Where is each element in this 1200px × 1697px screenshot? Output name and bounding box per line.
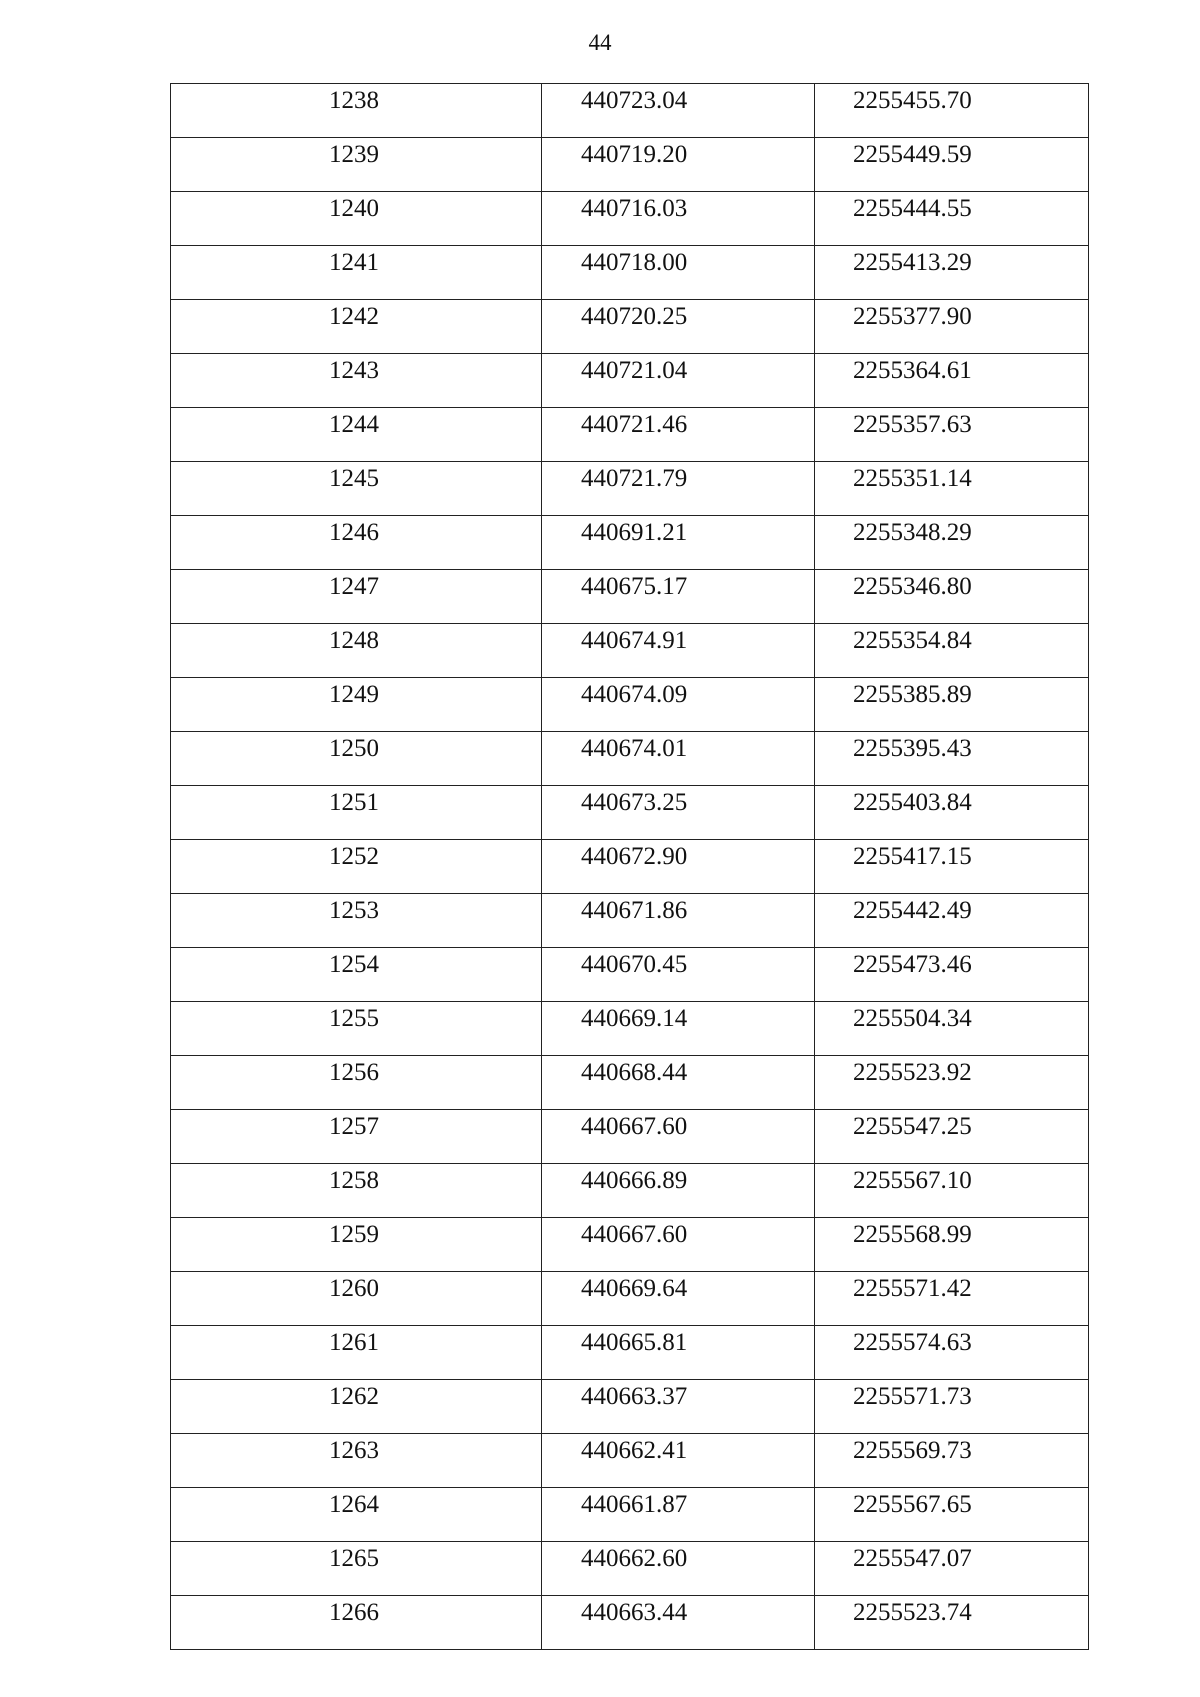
cell-text: 1241 xyxy=(329,249,379,276)
table-row xyxy=(171,1380,1089,1434)
cell-text: 2255385.89 xyxy=(853,681,972,708)
cell-text: 440661.87 xyxy=(581,1491,688,1518)
cell-text: 2255547.07 xyxy=(853,1545,972,1572)
table-row xyxy=(171,1164,1089,1218)
cell-text: 2255449.59 xyxy=(853,141,972,168)
cell-text: 2255413.29 xyxy=(853,249,972,276)
y-coordinate-cell xyxy=(815,570,1089,624)
cell-text: 440671.86 xyxy=(581,897,688,924)
point-number-cell xyxy=(171,1272,542,1326)
table-row xyxy=(171,408,1089,462)
cell-text: 1239 xyxy=(329,141,379,168)
cell-text: 440721.46 xyxy=(581,411,688,438)
x-coordinate-cell xyxy=(542,84,815,138)
table-row xyxy=(171,732,1089,786)
cell-text: 1246 xyxy=(329,519,379,546)
table-row xyxy=(171,894,1089,948)
cell-text: 2255455.70 xyxy=(853,87,972,114)
x-coordinate-cell xyxy=(542,1542,815,1596)
point-number-cell xyxy=(171,840,542,894)
cell-text: 440674.91 xyxy=(581,627,688,654)
cell-text: 440723.04 xyxy=(581,87,688,114)
cell-text: 2255442.49 xyxy=(853,897,972,924)
cell-text: 2255403.84 xyxy=(853,789,972,816)
cell-text: 440673.25 xyxy=(581,789,688,816)
table-row xyxy=(171,516,1089,570)
x-coordinate-cell xyxy=(542,1596,815,1650)
table-row xyxy=(171,192,1089,246)
point-number-cell xyxy=(171,1596,542,1650)
x-coordinate-cell xyxy=(542,1488,815,1542)
cell-text: 1260 xyxy=(329,1275,379,1302)
y-coordinate-cell xyxy=(815,948,1089,1002)
cell-text: 2255504.34 xyxy=(853,1005,972,1032)
cell-text: 440721.04 xyxy=(581,357,688,384)
cell-text: 2255574.63 xyxy=(853,1329,972,1356)
y-coordinate-cell xyxy=(815,732,1089,786)
cell-text: 2255354.84 xyxy=(853,627,972,654)
x-coordinate-cell xyxy=(542,1002,815,1056)
table-row xyxy=(171,678,1089,732)
y-coordinate-cell xyxy=(815,1488,1089,1542)
table-row xyxy=(171,948,1089,1002)
cell-text: 1242 xyxy=(329,303,379,330)
y-coordinate-cell xyxy=(815,138,1089,192)
point-number-cell xyxy=(171,246,542,300)
coordinates-table xyxy=(170,83,1089,1650)
y-coordinate-cell xyxy=(815,678,1089,732)
cell-text: 2255473.46 xyxy=(853,951,972,978)
table-row xyxy=(171,1326,1089,1380)
y-coordinate-cell xyxy=(815,1110,1089,1164)
cell-text: 440675.17 xyxy=(581,573,688,600)
x-coordinate-cell xyxy=(542,894,815,948)
cell-text: 440674.01 xyxy=(581,735,688,762)
cell-text: 1252 xyxy=(329,843,379,870)
y-coordinate-cell xyxy=(815,192,1089,246)
table-row xyxy=(171,1488,1089,1542)
point-number-cell xyxy=(171,948,542,1002)
table-row xyxy=(171,1272,1089,1326)
cell-text: 1243 xyxy=(329,357,379,384)
point-number-cell xyxy=(171,570,542,624)
table-row xyxy=(171,840,1089,894)
cell-text: 1258 xyxy=(329,1167,379,1194)
point-number-cell xyxy=(171,1326,542,1380)
table-row xyxy=(171,1434,1089,1488)
x-coordinate-cell xyxy=(542,1434,815,1488)
cell-text: 440674.09 xyxy=(581,681,688,708)
cell-text: 2255567.10 xyxy=(853,1167,972,1194)
y-coordinate-cell xyxy=(815,462,1089,516)
table-row xyxy=(171,138,1089,192)
cell-text: 440663.37 xyxy=(581,1383,688,1410)
y-coordinate-cell xyxy=(815,84,1089,138)
table-row xyxy=(171,786,1089,840)
x-coordinate-cell xyxy=(542,732,815,786)
point-number-cell xyxy=(171,1488,542,1542)
coordinates-table-body xyxy=(171,84,1089,1650)
x-coordinate-cell xyxy=(542,1380,815,1434)
cell-text: 1265 xyxy=(329,1545,379,1572)
y-coordinate-cell xyxy=(815,516,1089,570)
point-number-cell xyxy=(171,678,542,732)
table-row xyxy=(171,624,1089,678)
x-coordinate-cell xyxy=(542,840,815,894)
cell-text: 440668.44 xyxy=(581,1059,688,1086)
cell-text: 440718.00 xyxy=(581,249,688,276)
table-row xyxy=(171,246,1089,300)
y-coordinate-cell xyxy=(815,300,1089,354)
cell-text: 440663.44 xyxy=(581,1599,688,1626)
point-number-cell xyxy=(171,462,542,516)
point-number-cell xyxy=(171,1542,542,1596)
cell-text: 2255395.43 xyxy=(853,735,972,762)
cell-text: 2255348.29 xyxy=(853,519,972,546)
cell-text: 2255571.42 xyxy=(853,1275,972,1302)
cell-text: 2255377.90 xyxy=(853,303,972,330)
x-coordinate-cell xyxy=(542,1110,815,1164)
cell-text: 2255346.80 xyxy=(853,573,972,600)
y-coordinate-cell xyxy=(815,246,1089,300)
cell-text: 1266 xyxy=(329,1599,379,1626)
cell-text: 1261 xyxy=(329,1329,379,1356)
x-coordinate-cell xyxy=(542,1218,815,1272)
point-number-cell xyxy=(171,138,542,192)
point-number-cell xyxy=(171,192,542,246)
x-coordinate-cell xyxy=(542,1272,815,1326)
cell-text: 440662.41 xyxy=(581,1437,688,1464)
point-number-cell xyxy=(171,786,542,840)
x-coordinate-cell xyxy=(542,678,815,732)
point-number-cell xyxy=(171,624,542,678)
table-row xyxy=(171,1110,1089,1164)
point-number-cell xyxy=(171,354,542,408)
point-number-cell xyxy=(171,1434,542,1488)
x-coordinate-cell xyxy=(542,246,815,300)
table-row xyxy=(171,1596,1089,1650)
cell-text: 1263 xyxy=(329,1437,379,1464)
y-coordinate-cell xyxy=(815,1002,1089,1056)
cell-text: 1244 xyxy=(329,411,379,438)
cell-text: 440667.60 xyxy=(581,1221,688,1248)
y-coordinate-cell xyxy=(815,1056,1089,1110)
cell-text: 1262 xyxy=(329,1383,379,1410)
cell-text: 1247 xyxy=(329,573,379,600)
cell-text: 2255568.99 xyxy=(853,1221,972,1248)
table-row xyxy=(171,354,1089,408)
cell-text: 1255 xyxy=(329,1005,379,1032)
x-coordinate-cell xyxy=(542,354,815,408)
table-row xyxy=(171,1542,1089,1596)
cell-text: 440670.45 xyxy=(581,951,688,978)
x-coordinate-cell xyxy=(542,570,815,624)
y-coordinate-cell xyxy=(815,894,1089,948)
cell-text: 2255417.15 xyxy=(853,843,972,870)
cell-text: 2255569.73 xyxy=(853,1437,972,1464)
cell-text: 2255444.55 xyxy=(853,195,972,222)
cell-text: 1251 xyxy=(329,789,379,816)
cell-text: 2255547.25 xyxy=(853,1113,972,1140)
x-coordinate-cell xyxy=(542,408,815,462)
y-coordinate-cell xyxy=(815,354,1089,408)
cell-text: 1245 xyxy=(329,465,379,492)
point-number-cell xyxy=(171,1380,542,1434)
y-coordinate-cell xyxy=(815,1596,1089,1650)
table-row xyxy=(171,1002,1089,1056)
y-coordinate-cell xyxy=(815,1218,1089,1272)
cell-text: 1240 xyxy=(329,195,379,222)
point-number-cell xyxy=(171,408,542,462)
point-number-cell xyxy=(171,894,542,948)
y-coordinate-cell xyxy=(815,408,1089,462)
y-coordinate-cell xyxy=(815,840,1089,894)
cell-text: 2255523.92 xyxy=(853,1059,972,1086)
x-coordinate-cell xyxy=(542,462,815,516)
point-number-cell xyxy=(171,1164,542,1218)
y-coordinate-cell xyxy=(815,1326,1089,1380)
point-number-cell xyxy=(171,732,542,786)
cell-text: 1257 xyxy=(329,1113,379,1140)
y-coordinate-cell xyxy=(815,1164,1089,1218)
x-coordinate-cell xyxy=(542,1056,815,1110)
y-coordinate-cell xyxy=(815,786,1089,840)
cell-text: 440719.20 xyxy=(581,141,688,168)
x-coordinate-cell xyxy=(542,138,815,192)
table-row xyxy=(171,570,1089,624)
table-row xyxy=(171,1056,1089,1110)
cell-text: 440691.21 xyxy=(581,519,688,546)
cell-text: 2255364.61 xyxy=(853,357,972,384)
point-number-cell xyxy=(171,1002,542,1056)
x-coordinate-cell xyxy=(542,948,815,1002)
cell-text: 440669.64 xyxy=(581,1275,688,1302)
x-coordinate-cell xyxy=(542,300,815,354)
y-coordinate-cell xyxy=(815,1542,1089,1596)
point-number-cell xyxy=(171,1056,542,1110)
cell-text: 440667.60 xyxy=(581,1113,688,1140)
cell-text: 440662.60 xyxy=(581,1545,688,1572)
table-row xyxy=(171,300,1089,354)
y-coordinate-cell xyxy=(815,1380,1089,1434)
cell-text: 440721.79 xyxy=(581,465,688,492)
y-coordinate-cell xyxy=(815,1272,1089,1326)
point-number-cell xyxy=(171,1110,542,1164)
cell-text: 440669.14 xyxy=(581,1005,688,1032)
cell-text: 1254 xyxy=(329,951,379,978)
cell-text: 1249 xyxy=(329,681,379,708)
x-coordinate-cell xyxy=(542,786,815,840)
x-coordinate-cell xyxy=(542,1164,815,1218)
cell-text: 440716.03 xyxy=(581,195,688,222)
x-coordinate-cell xyxy=(542,192,815,246)
x-coordinate-cell xyxy=(542,516,815,570)
table-row xyxy=(171,1218,1089,1272)
y-coordinate-cell xyxy=(815,1434,1089,1488)
table-row xyxy=(171,462,1089,516)
cell-text: 440666.89 xyxy=(581,1167,688,1194)
cell-text: 1256 xyxy=(329,1059,379,1086)
cell-text: 1248 xyxy=(329,627,379,654)
cell-text: 1238 xyxy=(329,87,379,114)
cell-text: 1250 xyxy=(329,735,379,762)
cell-text: 440720.25 xyxy=(581,303,688,330)
point-number-cell xyxy=(171,1218,542,1272)
x-coordinate-cell xyxy=(542,1326,815,1380)
cell-text: 1253 xyxy=(329,897,379,924)
cell-text: 440672.90 xyxy=(581,843,688,870)
point-number-cell xyxy=(171,300,542,354)
cell-text: 2255523.74 xyxy=(853,1599,972,1626)
cell-text: 1259 xyxy=(329,1221,379,1248)
point-number-cell xyxy=(171,84,542,138)
page-number: 44 xyxy=(588,30,612,55)
cell-text: 1264 xyxy=(329,1491,379,1518)
cell-text: 440665.81 xyxy=(581,1329,688,1356)
table-row xyxy=(171,84,1089,138)
cell-text: 2255351.14 xyxy=(853,465,972,492)
cell-text: 2255357.63 xyxy=(853,411,972,438)
cell-text: 2255567.65 xyxy=(853,1491,972,1518)
y-coordinate-cell xyxy=(815,624,1089,678)
cell-text: 2255571.73 xyxy=(853,1383,972,1410)
x-coordinate-cell xyxy=(542,624,815,678)
point-number-cell xyxy=(171,516,542,570)
